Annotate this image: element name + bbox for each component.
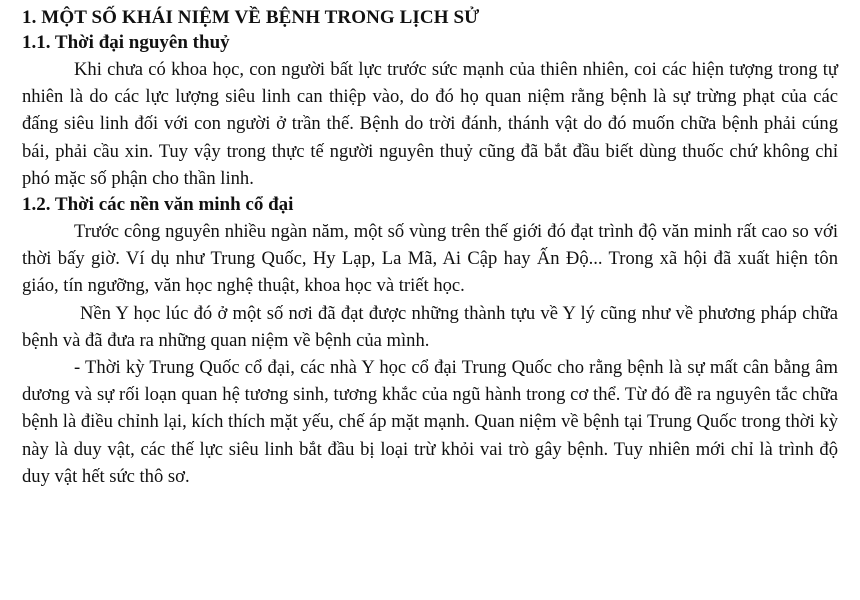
section-1-1-paragraph: Khi chưa có khoa học, con người bất lực trước sức mạnh của thiên nhiên, coi các hiện tượng trong tự nhiên là do các lực lượng siêu linh can thiệp vào, do đó họ quan niệm rằng bệnh là sự trừng phạt của các đấng siêu linh đối với con người ở trần thế. Bệnh do trời đánh, thánh vật do đó muốn chữa bệnh phải cúng bái, phải cầu xin. Tuy vậy trong thực tế người nguyên thuỷ cũng đã bắt đầu biết dùng thuốc chứ không chỉ phó mặc số phận cho thần linh. <box>22 59 838 189</box>
section-1-2-paragraph-2: Nền Y học lúc đó ở một số nơi đã đạt được những thành tựu về Y lý cũng như về phương pháp chữa bệnh và đã đưa ra những quan niệm về bệnh của mình. <box>22 302 838 351</box>
section-1-2-paragraph-3: - Thời kỳ Trung Quốc cổ đại, các nhà Y học cổ đại Trung Quốc cho rằng bệnh là sự mất cân bằng âm dương và sự rối loạn quan hệ tương sinh, tương khắc của ngũ hành trong cơ thể. Từ đó đề ra nguyên tắc chữa bệnh là điều chỉnh lại, kích thích mặt yếu, chế áp mặt mạnh. Quan niệm về bệnh tại Trung Quốc trong thời kỳ này là duy vật, các thế lực siêu linh bắt đầu bị loại trừ khỏi vai trò gây bệnh. Tuy nhiên mới chỉ là trình độ duy vật hết sức thô sơ. <box>22 357 838 487</box>
section-heading-1-2: 1.2. Thời các nền văn minh cổ đại <box>22 194 294 216</box>
section-1-2-paragraph-1: Trước công nguyên nhiều ngàn năm, một số vùng trên thế giới đó đạt trình độ văn minh rất cao so với thời bấy giờ. Ví dụ như Trung Quốc, Hy Lạp, La Mã, Ai Cập hay Ấn Độ... Trong xã hội đã xuất hiện tôn giáo, tín ngưỡng, văn học nghệ thuật, khoa học và triết học. <box>22 221 838 297</box>
section-heading-1-1: 1.1. Thời đại nguyên thuỷ <box>22 32 230 53</box>
chapter-heading: 1. MỘT SỐ KHÁI NIỆM VỀ BỆNH TRONG LỊCH SỬ <box>22 7 480 28</box>
